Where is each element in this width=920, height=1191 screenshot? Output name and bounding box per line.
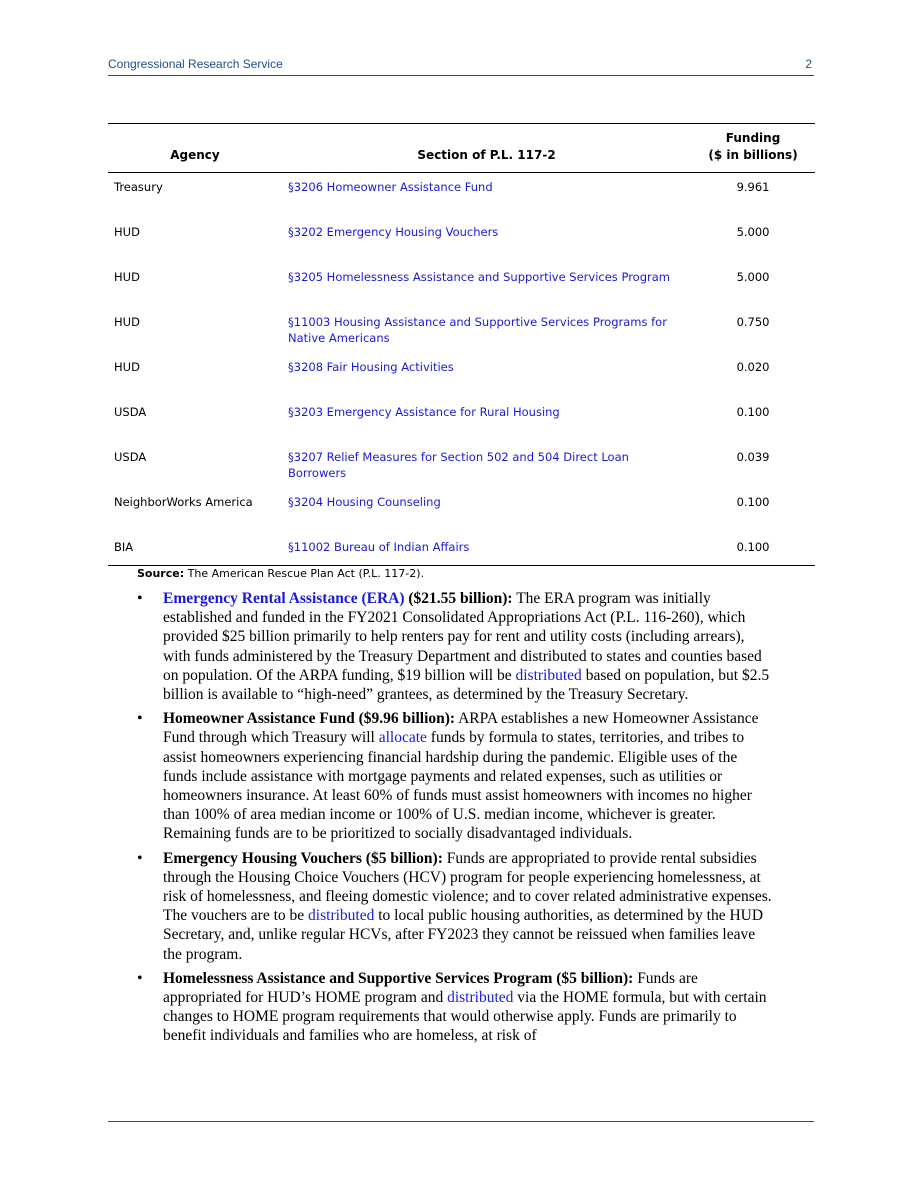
agency-cell: USDA [114, 450, 147, 464]
bullet-icon: • [137, 969, 143, 987]
section-link[interactable]: §11002 Bureau of Indian Affairs [288, 540, 470, 554]
bullet-title: Homeowner Assistance Fund ($9.96 billion): [163, 710, 456, 728]
section-link[interactable]: §3208 Fair Housing Activities [288, 360, 454, 374]
list-item [135, 969, 775, 1046]
agency-cell: HUD [114, 270, 140, 284]
era-link[interactable]: Emergency Rental Assistance (ERA) [163, 590, 405, 607]
bullet-title: Emergency Housing Vouchers ($5 billion): [163, 849, 443, 867]
table-row [108, 488, 815, 533]
agency-cell: HUD [114, 315, 140, 329]
table-row [108, 308, 815, 353]
funding-cell: 5.000 [736, 270, 770, 284]
bullet-title: ($21.55 billion): [404, 590, 513, 607]
header-agency: Agency [108, 124, 282, 173]
funding-cell: 0.039 [736, 450, 770, 464]
agency-cell: HUD [114, 360, 140, 374]
footer-divider [108, 1121, 814, 1122]
distributed-link[interactable]: distributed [515, 666, 582, 684]
list-item [135, 589, 775, 704]
page-number: 2 [805, 57, 812, 71]
bullet-title: Homelessness Assistance and Supportive Services Program ($5 billion): [163, 969, 634, 987]
header-funding-line1: Funding [725, 131, 781, 145]
funding-cell: 0.750 [736, 315, 770, 329]
table-row [108, 443, 815, 488]
source-text: The American Rescue Plan Act (P.L. 117-2). [187, 567, 425, 580]
header-org: Congressional Research Service [108, 57, 283, 71]
header-section: Section of P.L. 117-2 [282, 124, 691, 173]
bullet-text: ARPA establishes a new Homeowner Assistance Fund through which Treasury will [163, 710, 759, 747]
bullet-text: Funds are appropriated for HUD’s HOME program and [163, 969, 698, 1007]
program-bullet-list [135, 589, 775, 1051]
bullet-icon: • [137, 849, 143, 867]
table-header-row [108, 124, 815, 173]
funding-cell: 0.020 [736, 360, 770, 374]
table-row [108, 353, 815, 398]
bullet-icon: • [137, 710, 143, 728]
bullet-text: to local public housing authorities, as determined by the HUD Secretary, and, unlike regular HCVs, after FY2023 they cannot be reissued when families leave the program. [163, 907, 764, 963]
section-link[interactable]: §11003 Housing Assistance and Supportive Services Programs for Native Americans [288, 315, 667, 345]
agency-cell: BIA [114, 540, 134, 554]
funding-cell: 0.100 [736, 540, 770, 554]
section-link[interactable]: §3206 Homeowner Assistance Fund [288, 180, 493, 194]
bullet-text: based on population, but $2.5 billion is available to “high-need” grantees, as determined by the Treasury Secretary. [163, 666, 770, 704]
table-row [108, 263, 815, 308]
agency-cell: HUD [114, 225, 140, 239]
funding-cell: 0.100 [736, 405, 770, 419]
bullet-text: The ERA program was initially established and funded in the FY2021 Consolidated Appropriations Act (P.L. 116-260), which provided $25 billion primarily to help renters pay for rent and utility costs (including arrears), with funds administered by the Treasury Department and distributed to states and counties based on population. Of the ARPA funding, $19 billion will be [163, 590, 762, 684]
distributed-link[interactable]: distributed [447, 989, 514, 1007]
list-item [135, 709, 775, 843]
bullet-text: funds by formula to states, territories, and tribes to assist homeowners experiencing financial hardship during the pandemic. Eligible uses of the funds include assistance with mortgage payments and related expenses, such as utilities or homeowners insurance. At least 60% of funds must assist homeowners with incomes no higher than 100% of area median income or 100% of U.S. median income, whichever is greater. Remaining funds are to be prioritized to socially disadvantaged individuals. [163, 729, 752, 843]
page-header [108, 55, 814, 76]
table-source [137, 567, 424, 580]
header-funding [691, 124, 815, 173]
section-link[interactable]: §3202 Emergency Housing Vouchers [288, 225, 499, 239]
table-row [108, 533, 815, 566]
agency-cell: USDA [114, 405, 147, 419]
allocate-link[interactable]: allocate [378, 729, 427, 747]
section-link[interactable]: §3207 Relief Measures for Section 502 and 504 Direct Loan Borrowers [288, 450, 629, 480]
funding-table [108, 123, 815, 566]
funding-cell: 5.000 [736, 225, 770, 239]
bullet-icon: • [137, 590, 143, 607]
section-link[interactable]: §3203 Emergency Assistance for Rural Housing [288, 405, 560, 419]
table-row [108, 173, 815, 219]
section-link[interactable]: §3204 Housing Counseling [288, 495, 441, 509]
funding-cell: 9.961 [736, 180, 770, 194]
table-row [108, 218, 815, 263]
section-link[interactable]: §3205 Homelessness Assistance and Supportive Services Program [288, 270, 670, 284]
header-funding-line2: ($ in billions) [708, 148, 798, 162]
agency-cell: Treasury [114, 180, 163, 194]
list-item [135, 849, 775, 964]
source-label: Source: [137, 567, 185, 580]
bullet-text: Funds are appropriated to provide rental subsidies through the Housing Choice Vouchers (HCV) program for people experiencing homelessness, at risk of homelessness, and fleeing domestic violence; and to cover related administrative expenses. The vouchers are to be [163, 849, 772, 925]
distributed-link[interactable]: distributed [308, 907, 375, 925]
agency-cell: NeighborWorks America [114, 495, 253, 509]
table-row [108, 398, 815, 443]
funding-cell: 0.100 [736, 495, 770, 509]
bullet-text: via the HOME formula, but with certain changes to HOME program requirements that would otherwise apply. Funds are primarily to benefit individuals and families who are homeless, at risk of [163, 989, 767, 1045]
